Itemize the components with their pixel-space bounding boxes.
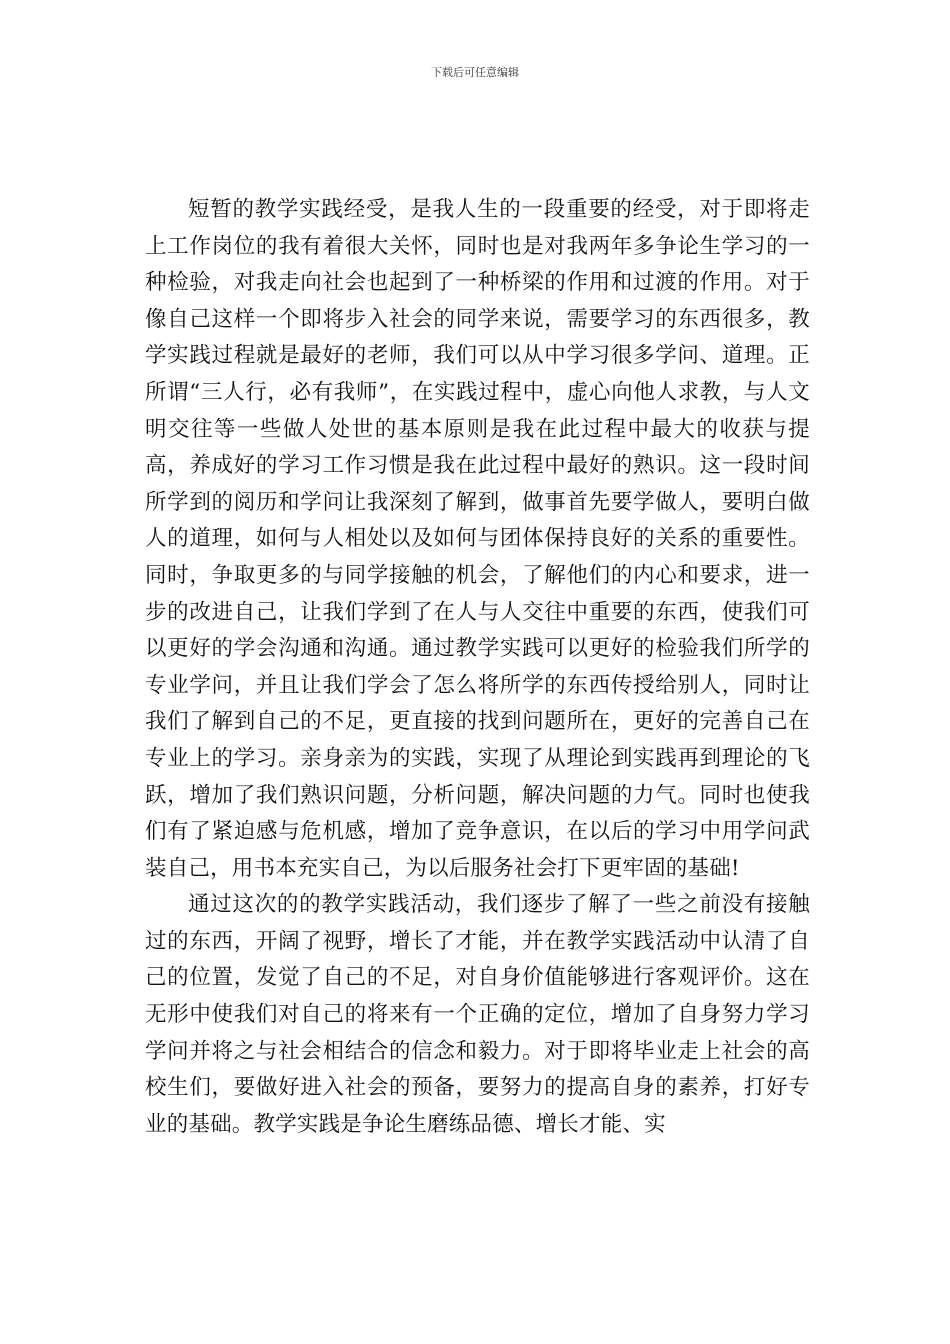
- paragraph-2: 通过这次的的教学实践活动，我们逐步了解了一些之前没有接触过的东西，开阔了视野，增长了才能，并在教学实践活动中认清了自己的位置，发觉了自己的不足，对自身价值能够进行客观评价。这在无形中使我们对自己的将来有一个正确的定位，增加了自身努力学习学问并将之与社会相结合的信念和毅力。对于即将毕业走上社会的高校生们，要做好进入社会的预备，要努力的提高自身的素养，打好专业的基础。教学实践是争论生磨练品德、增长才能、实: [145, 892, 810, 1137]
- document-body: [145, 192, 810, 1143]
- page-header-note: 下载后可任意编辑: [431, 66, 519, 79]
- paragraph-1: 短暂的教学实践经受，是我人生的一段重要的经受，对于即将走上工作岗位的我有着很大关怀，同时也是对我两年多争论生学习的一种检验，对我走向社会也起到了一种桥梁的作用和过渡的作用。对于像自己这样一个即将步入社会的同学来说，需要学习的东西很多，教学实践过程就是最好的老师，我们可以从中学习很多学问、道理。正所谓“三人行，必有我师”，在实践过程中，虚心向他人求教，与人文明交往等一些做人处世的基本原则是我在此过程中最大的收获与提高，养成好的学习工作习惯是我在此过程中最好的熟识。这一段时间所学到的阅历和学问让我深刻了解到，做事首先要学做人，要明白做人的道理，如何与人相处以及如何与团体保持良好的关系的重要性。同时，争取更多的与同学接触的机会，了解他们的内心和要求，进一步的改进自己，让我们学到了在人与人交往中重要的东西，使我们可以更好的学会沟通和沟通。通过教学实践可以更好的检验我们所学的专业学问，并且让我们学会了怎么将所学的东西传授给别人，同时让我们了解到自己的不足，更直接的找到问题所在，更好的完善自己在专业上的学习。亲身亲为的实践，实现了从理论到实践再到理论的飞跃，增加了我们熟识问题，分析问题，解决问题的力气。同时也使我们有了紧迫感与危机感，增加了竞争意识，在以后的学习中用学问武装自己，用书本充实自己，为以后服务社会打下更牢固的基础!: [145, 197, 810, 881]
